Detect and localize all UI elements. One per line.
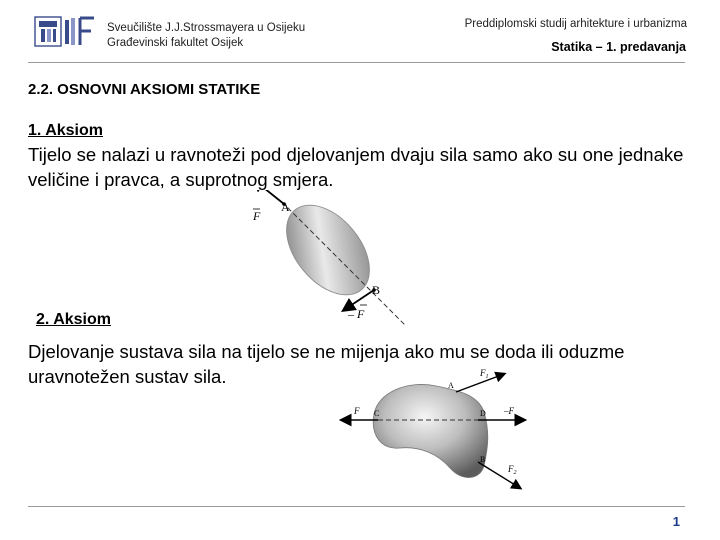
- label-d: D: [480, 409, 486, 418]
- institution-university: Sveučilište J.J.Strossmayera u Osijeku: [107, 22, 306, 34]
- axiom1-text: Tijelo se nalazi u ravnoteži pod djelovanjem dvaju sila samo ako su one jednake veličine i pravca, a suprotnog smjera.: [28, 144, 684, 190]
- label-c: C: [374, 409, 380, 418]
- label-a: A: [448, 381, 454, 390]
- label-point-b: B: [372, 283, 381, 297]
- body-shape: [373, 384, 488, 477]
- label-f1: $F_1$: [480, 368, 489, 380]
- header-program: Preddiplomski studij arhitekture i urbanizma: [464, 18, 687, 30]
- axiom1-title: 1. Aksiom: [28, 122, 103, 139]
- label-b: B: [480, 455, 486, 464]
- header-divider: [28, 62, 685, 63]
- page-number: 1: [672, 514, 680, 529]
- label-f-left: F: [354, 406, 360, 416]
- force-arrow-top: [254, 190, 284, 204]
- axiom2-title: 2. Aksiom: [36, 311, 111, 328]
- label-force-top: F: [253, 209, 261, 223]
- section-title: 2.2. OSNOVNI AKSIOMI STATIKE: [28, 81, 261, 98]
- label-f2: $F_2$: [508, 464, 517, 476]
- footer-divider: [28, 506, 685, 507]
- label-point-a: A: [281, 200, 290, 214]
- label-f-right: –F: [504, 406, 514, 416]
- axiom1-figure: [240, 190, 420, 330]
- header-institution: [107, 21, 305, 51]
- axiom2-figure: [338, 362, 528, 492]
- header-lecture-title: Statika – 1. predavanja: [551, 40, 686, 54]
- faculty-logo: [34, 14, 100, 50]
- institution-faculty: Građevinski fakultet Osijek: [107, 37, 244, 49]
- axiom2-text: Djelovanje sustava sila na tijelo se ne mijenja ako mu se doda ili oduzme uravnotežen sustav sila.: [28, 341, 625, 387]
- label-force-bottom: – F: [348, 307, 365, 321]
